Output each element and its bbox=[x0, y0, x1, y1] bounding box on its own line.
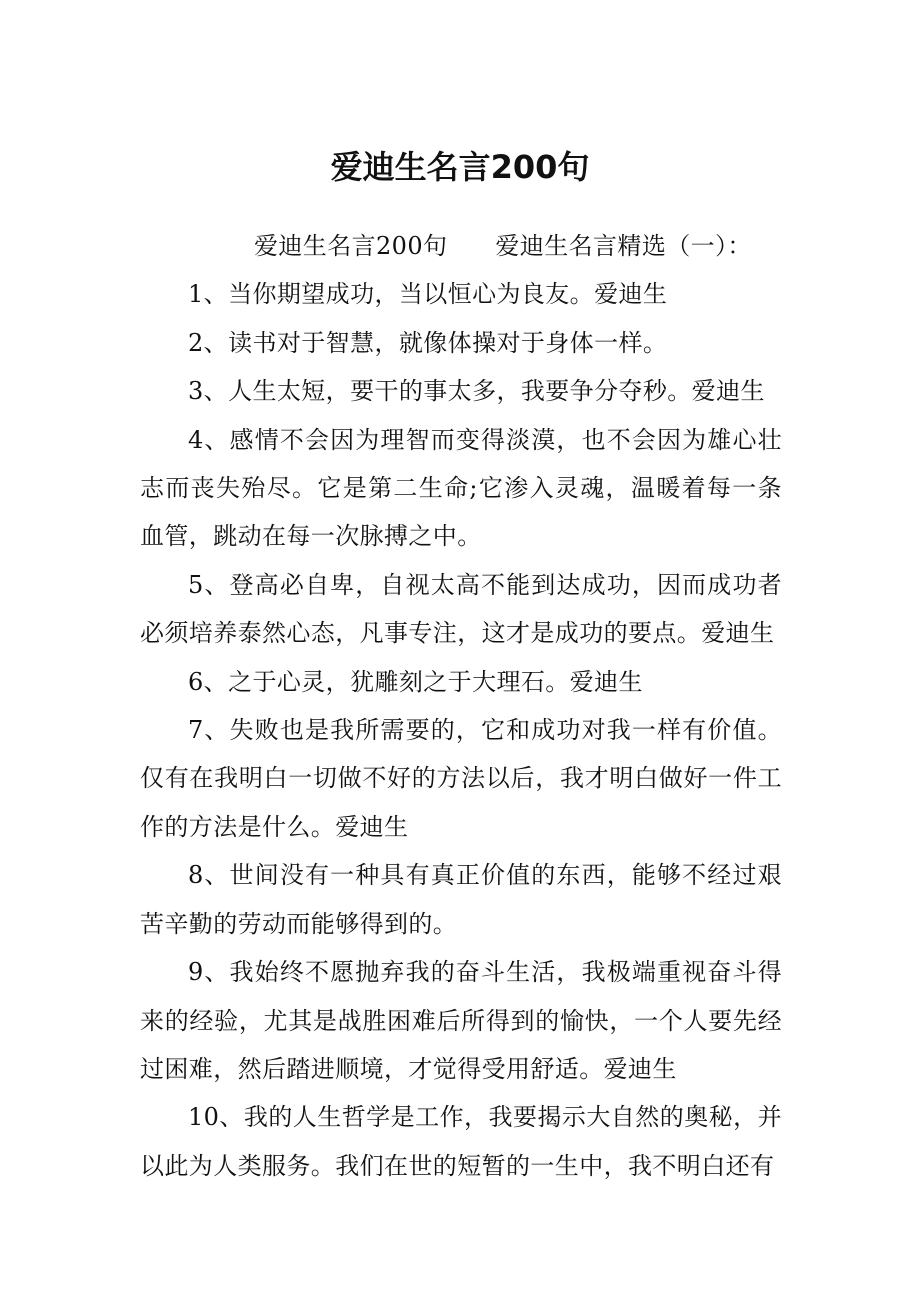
quote-paragraph: 4、感情不会因为理智而变得淡漠，也不会因为雄心壮志而丧失殆尽。它是第二生命;它渗入灵魂，温暖着每一条血管，跳动在每一次脉搏之中。 bbox=[140, 425, 782, 551]
document-body bbox=[140, 222, 782, 1190]
quote-paragraph: 2、读书对于智慧，就像体操对于身体一样。 bbox=[188, 328, 668, 357]
document-title: 爱迪生名言200句 bbox=[330, 148, 590, 186]
quote-paragraph: 5、登高必自卑，自视太高不能到达成功，因而成功者必须培养泰然心态，凡事专注，这才是成功的要点。爱迪生 bbox=[140, 570, 782, 648]
quote-paragraph: 3、人生太短，要干的事太多，我要争分夺秒。爱迪生 bbox=[188, 377, 765, 406]
quote-paragraph: 9、我始终不愿抛弃我的奋斗生活，我极端重视奋斗得来的经验，尤其是战胜困难后所得到的愉快，一个人要先经过困难，然后踏进顺境，才觉得受用舒适。爱迪生 bbox=[140, 958, 782, 1083]
quote-paragraph: 1、当你期望成功，当以恒心为良友。爱迪生 bbox=[188, 280, 668, 309]
intro-line bbox=[140, 222, 782, 270]
intro-section-heading: 爱迪生名言精选（一）： bbox=[495, 232, 752, 260]
quote-paragraph: 10、我的人生哲学是工作，我要揭示大自然的奥秘，并以此为人类服务。我们在世的短暂的一生中，我不明白还有 bbox=[140, 1103, 782, 1180]
intro-subtitle: 爱迪生名言200句 bbox=[254, 232, 448, 260]
quote-paragraph: 7、失败也是我所需要的，它和成功对我一样有价值。仅有在我明白一切做不好的方法以后，我才明白做好一件工作的方法是什么。爱迪生 bbox=[140, 716, 782, 841]
quote-paragraph: 8、世间没有一种具有真正价值的东西，能够不经过艰苦辛勤的劳动而能够得到的。 bbox=[140, 861, 782, 938]
quote-paragraph: 6、之于心灵，犹雕刻之于大理石。爱迪生 bbox=[188, 667, 643, 696]
